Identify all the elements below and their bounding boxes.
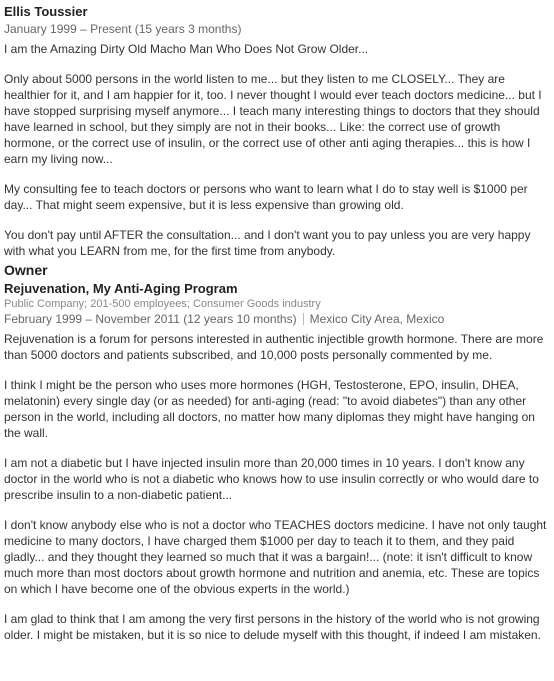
profile-page xyxy=(4,0,552,643)
position-paragraph-4: I don't know anybody else who is not a doctor who TEACHES doctors medicine. I have not only taught medicine to many doctors, I have charged them $1000 per day to teach it to them, and they paid gladly... and they thought they learned so much that it was a bargain!... (note: it isn't difficult to know much more than most doctors about growth hormone and nutrition and anemia, etc. These are topics on which I have become one of the obvious experts in the world.) xyxy=(4,518,547,596)
position-paragraph-5: I am glad to think that I am among the very first persons in the history of the world who is not growing older. I might be mistaken, but it is so nice to delude myself with this thought, if indeed I am mistaken. xyxy=(4,612,541,642)
profile-paragraph-2: Only about 5000 persons in the world listen to me... but they listen to me CLOSELY... They are healthier for it, and I am happier for it, too. I never thought I would ever teach doctors medicine... but I have stopped surprising myself anymore... I teach many interesting things to doctors that they should have learned in school, but they simply are not in their books... Like: the correct use of growth hormone, or the correct use of insulin, or the correct use of other anti aging therapies... this is how I earn my living now... xyxy=(4,72,542,166)
position-location: Mexico City Area, Mexico xyxy=(309,312,445,326)
profile-paragraph-4: You don't pay until AFTER the consultation... and I don't want you to pay unless you are very happy with what you LEARN from me, for the first time from anybody. xyxy=(4,228,531,258)
profile-name: Ellis Toussier xyxy=(4,4,88,19)
separator xyxy=(303,313,304,325)
position-paragraph-1: Rejuvenation is a forum for persons interested in authentic injectible growth hormone. There are more than 5000 doctors and patients subscribed, and 10,000 posts personally commented by me. xyxy=(4,332,544,362)
profile-paragraph-3: My consulting fee to teach doctors or persons who want to learn what I do to stay well is $1000 per day... That might seem expensive, but it is less expensive than growing old. xyxy=(4,182,528,212)
position-paragraph-3: I am not a diabetic but I have injected insulin more than 20,000 times in 10 years. I don't know any doctor in the world who is not a diabetic who knows how to use insulin correctly or who would dare to prescribe insulin to a non-diabetic patient... xyxy=(4,456,539,502)
position-paragraph-2: I think I might be the person who uses more hormones (HGH, Testosterone, EPO, insulin, DHEA, melatonin) every single day (or as needed) for anti-aging (read: "to avoid diabetes") than any other person in the world, including all doctors, no matter how many diplomas they might have hanging on the wall. xyxy=(4,378,535,440)
profile-dates: January 1999 – Present (15 years 3 months) xyxy=(4,22,242,36)
position-company: Rejuvenation, My Anti-Aging Program xyxy=(4,281,238,296)
position-company-meta: Public Company; 201-500 employees; Consumer Goods industry xyxy=(4,298,321,310)
position-date-location xyxy=(4,311,552,327)
profile-paragraph-1: I am the Amazing Dirty Old Macho Man Who Does Not Grow Older... xyxy=(4,42,369,56)
position-role: Owner xyxy=(4,262,48,278)
position-dates: February 1999 – November 2011 (12 years 10 months) xyxy=(4,312,297,326)
